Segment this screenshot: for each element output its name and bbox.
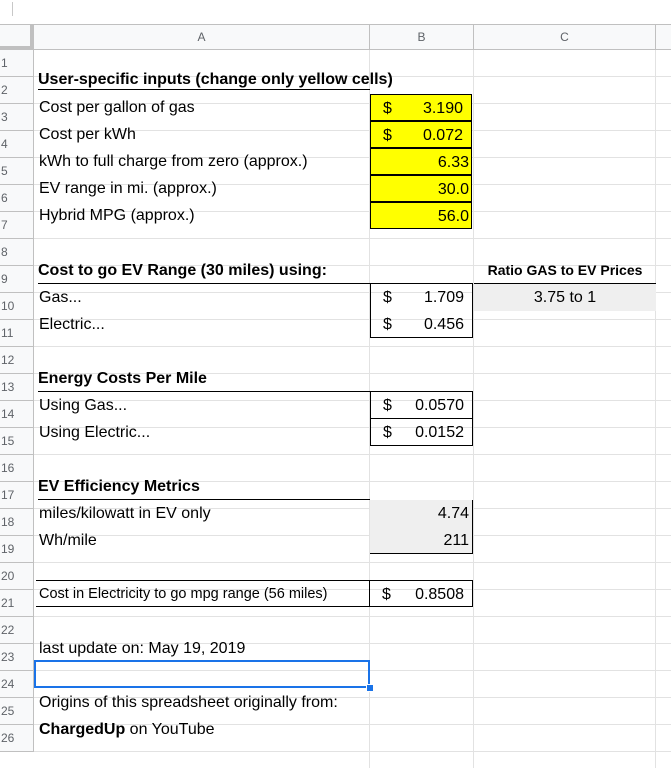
column-header-a[interactable]: A (34, 24, 370, 50)
range-cost-electric-label[interactable]: Electric... (39, 316, 105, 333)
currency-symbol: $ (383, 424, 392, 441)
input-hybrid-mpg[interactable]: 56.0 (370, 202, 472, 229)
row-header[interactable]: 14 (0, 401, 34, 428)
per-mile-electric[interactable] (370, 418, 473, 446)
row-header[interactable]: 23 (0, 644, 34, 671)
per-mile-electric-label[interactable]: Using Electric... (39, 424, 151, 441)
row-header[interactable]: 4 (0, 131, 34, 158)
efficiency-miles-label[interactable]: miles/kilowatt in EV only (39, 505, 211, 522)
source-name: ChargedUp (39, 721, 126, 738)
input-label-gas-cost[interactable]: Cost per gallon of gas (39, 99, 195, 116)
row-header[interactable]: 6 (0, 185, 34, 212)
cell-value: 0.456 (423, 316, 464, 333)
toolbar-strip (0, 0, 671, 24)
cell-value: 0.0570 (415, 397, 464, 414)
input-ev-range[interactable]: 30.0 (370, 175, 472, 202)
currency-symbol: $ (383, 100, 392, 117)
cell-value: 0.8508 (415, 586, 464, 603)
range-cost-electric[interactable] (370, 311, 473, 338)
input-kwh-cost[interactable] (370, 121, 472, 148)
row-header[interactable]: 7 (0, 212, 34, 239)
currency-symbol: $ (383, 127, 392, 144)
row-header[interactable]: 16 (0, 455, 34, 482)
grid-line (34, 616, 671, 617)
per-mile-header[interactable]: Energy Costs Per Mile (38, 365, 370, 392)
source-suffix: on YouTube (125, 721, 215, 738)
efficiency-wh-per-mile[interactable]: 211 (370, 527, 473, 554)
row-header[interactable]: 19 (0, 536, 34, 563)
grid-line (34, 238, 671, 239)
divider (12, 2, 13, 16)
currency-symbol: $ (383, 397, 392, 414)
currency-symbol: $ (383, 316, 392, 333)
cell-value: 3.190 (422, 100, 463, 117)
select-all-corner[interactable] (0, 24, 34, 50)
mpg-range-cost[interactable] (369, 580, 473, 607)
input-label-kwh-charge[interactable]: kWh to full charge from zero (approx.) (39, 153, 308, 170)
efficiency-header[interactable]: EV Efficiency Metrics (38, 473, 370, 500)
row-header[interactable]: 12 (0, 347, 34, 374)
row-header[interactable]: 15 (0, 428, 34, 455)
cell-value: 0.0152 (415, 424, 464, 441)
row-header[interactable]: 25 (0, 698, 34, 725)
input-label-kwh-cost[interactable]: Cost per kWh (39, 126, 136, 143)
row-header[interactable]: 26 (0, 725, 34, 752)
row-header[interactable]: 10 (0, 293, 34, 320)
row-header[interactable]: 1 (0, 50, 34, 77)
per-mile-gas-label[interactable]: Using Gas... (39, 397, 128, 414)
row-header[interactable]: 11 (0, 320, 34, 347)
column-header-c[interactable]: C (474, 24, 656, 50)
column-header-d[interactable] (656, 24, 671, 50)
row-header[interactable]: 24 (0, 671, 34, 698)
efficiency-wh-label[interactable]: Wh/mile (39, 532, 97, 549)
row-header[interactable]: 18 (0, 509, 34, 536)
range-cost-header[interactable]: Cost to go EV Range (30 miles) using: (38, 257, 473, 284)
row-header[interactable]: 17 (0, 482, 34, 509)
column-header-b[interactable]: B (370, 24, 474, 50)
source-cell[interactable] (39, 716, 369, 743)
range-cost-gas-label[interactable]: Gas... (39, 289, 82, 306)
cell-value: 0.072 (422, 127, 463, 144)
last-update[interactable]: last update on: May 19, 2019 (39, 640, 246, 657)
row-header[interactable]: 21 (0, 590, 34, 617)
ratio-header[interactable]: Ratio GAS to EV Prices (474, 257, 656, 284)
input-gas-cost[interactable] (370, 94, 472, 121)
cell-value: 1.709 (423, 289, 464, 306)
per-mile-gas[interactable] (370, 391, 473, 418)
input-kwh-charge[interactable]: 6.33 (370, 148, 472, 175)
input-label-ev-range[interactable]: EV range in mi. (approx.) (39, 180, 217, 197)
row-header[interactable]: 22 (0, 617, 34, 644)
input-label-hybrid-mpg[interactable]: Hybrid MPG (approx.) (39, 207, 195, 224)
grid-line (34, 562, 671, 563)
selected-cell[interactable] (34, 660, 370, 688)
row-header[interactable]: 13 (0, 374, 34, 401)
mpg-range-label[interactable]: Cost in Electricity to go mpg range (56 miles) (36, 580, 370, 607)
currency-symbol: $ (382, 586, 391, 603)
inputs-header[interactable]: User-specific inputs (change only yellow cells) (38, 68, 370, 90)
row-header[interactable]: 5 (0, 158, 34, 185)
row-header[interactable]: 20 (0, 563, 34, 590)
ratio-value[interactable]: 3.75 to 1 (474, 284, 656, 311)
grid-line (34, 454, 671, 455)
currency-symbol: $ (383, 289, 392, 306)
range-cost-gas[interactable] (370, 284, 473, 311)
grid-line (34, 751, 671, 752)
efficiency-miles-per-kw[interactable]: 4.74 (370, 500, 473, 527)
row-header[interactable]: 3 (0, 104, 34, 131)
row-header[interactable]: 9 (0, 266, 34, 293)
origins-text[interactable]: Origins of this spreadsheet originally from: (39, 694, 338, 711)
row-header[interactable]: 2 (0, 77, 34, 104)
row-header[interactable]: 8 (0, 239, 34, 266)
grid-line (34, 346, 671, 347)
